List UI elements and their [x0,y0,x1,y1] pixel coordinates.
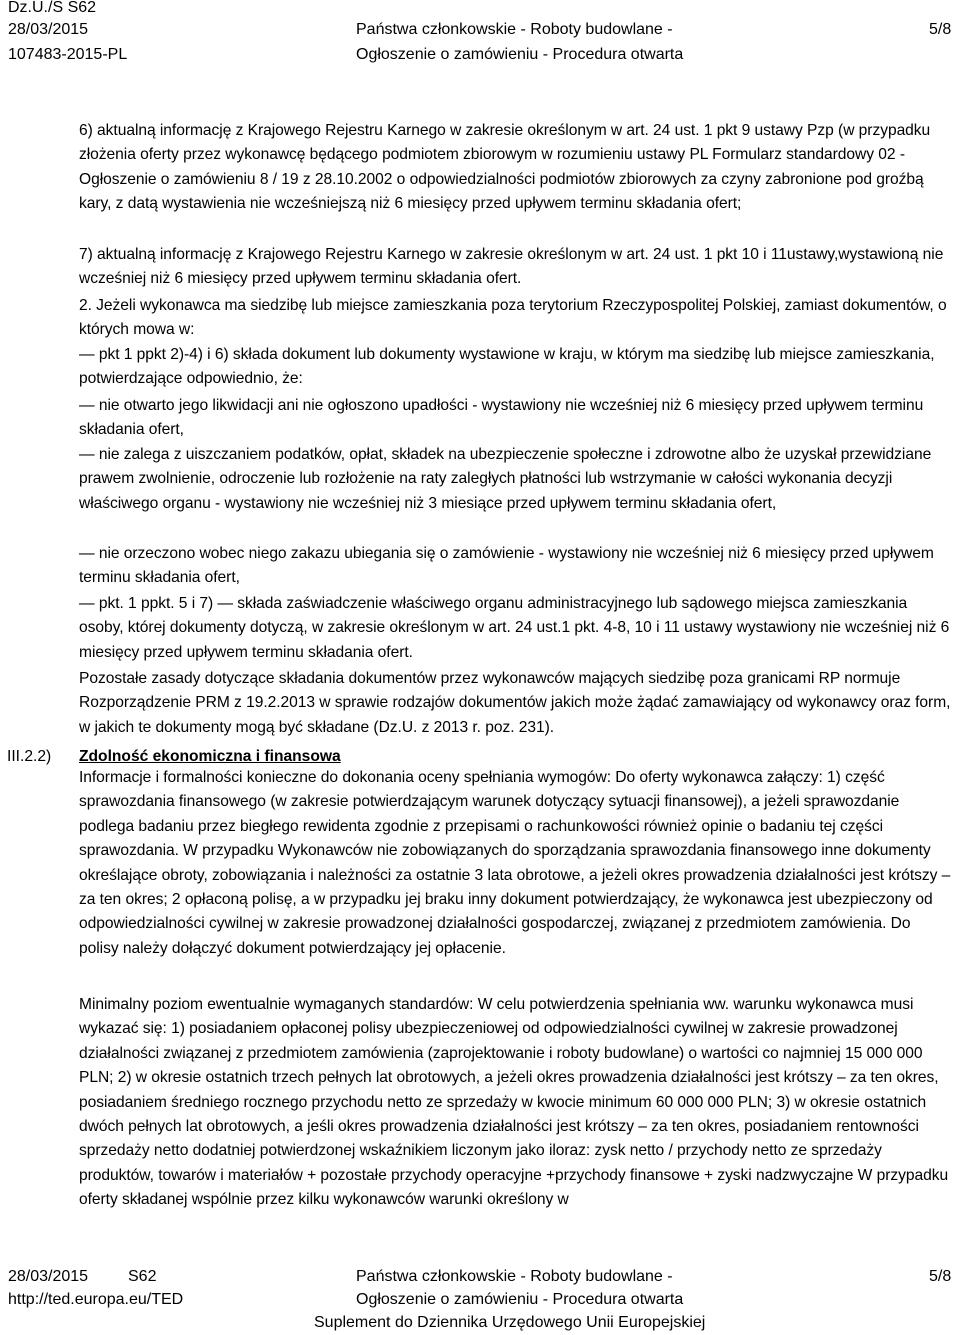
page-header [0,0,960,70]
header-date: 28/03/2015 [8,21,89,38]
paragraph-foreign-contractor: 2. Jeżeli wykonawca ma siedzibę lub miejsce zamieszkania poza terytorium Rzeczypospolitej Polskiej, zamiast dokumentów, o których mowa w: [79,297,947,339]
footer-series: S62 [128,1268,157,1285]
paragraph-financial-requirements: Informacje i formalności konieczne do dokonania oceny spełniania wymogów: Do oferty wykonawca załączy: 1) część sprawozdania finansowego (w zakresie potwierdzającym warunek dotyczący sytuacji finansowej), a jeżeli sprawozdanie podlega badaniu przez biegłego rewidenta zgodnie z przepisami o rachunkowości również opinie o badaniu tej części sprawozdania. W przypadku Wykonawców nie zobowiązanych do sporządzania sprawozdania finansowego inne dokumenty określające obroty, zobowiązania i należności za ostatnie 3 lata obrotowe, a jeżeli okres prowadzenia działalności jest krótszy – za ten okres; 2 opłaconą polisę, a w przypadku jej braku inny dokument potwierdzający, że wykonawca jest ubezpieczony od odpowiedzialności cywilnej w zakresie prowadzonej działalności gospodarczej, związanej z przedmiotem zamówienia. Do polisy należy dołączyć dokument potwierdzający jej opłacenie. [79,769,951,957]
header-doc-ref: Dz.U./S S62 [8,0,97,16]
header-notice-number: 107483-2015-PL [8,46,128,63]
paragraph-dash-liquidation: — nie otwarto jego likwidacji ani nie ogłoszono upadłości - wystawiony nie wcześniej niż 6 miesięcy przed upływem terminu składania ofert, [79,397,924,439]
footer-page-number: 5/8 [929,1268,952,1285]
header-page-number: 5/8 [929,21,952,38]
page-footer [0,1265,960,1334]
header-title-line2: Ogłoszenie o zamówieniu - Procedura otwarta [356,46,684,63]
paragraph-krk-item-6: 6) aktualną informację z Krajowego Rejestru Karnego w zakresie określonym w art. 24 ust. 1 pkt 9 ustawy Pzp (w przypadku złożenia oferty przez wykonawcę będącego podmiotem zbiorowym w rozumieniu ustawy PL Formularz standardowy 02 - Ogłoszenie o zamówieniu 8 / 19 z 28.10.2002 o odpowiedzialności podmiotów zbiorowych za czyny zabronione pod groźbą kary, z datą wystawienia nie wcześniejszą niż 6 miesięcy przed upływem terminu składania ofert; [79,122,931,213]
paragraph-dash-taxes: — nie zalega z uiszczaniem podatków, opłat, składek na ubezpieczenie społeczne i zdrowotne albo że uzyskał przewidziane prawem zwolnienie, odroczenie lub rozłożenie na raty zaległych płatności lub wstrzymanie w całości wykonania decyzji właściwego organu - wystawiony nie wcześniej niż 3 miesiące przed upływem terminu składania ofert, [79,446,932,512]
footer-title-line2: Ogłoszenie o zamówieniu - Procedura otwarta [356,1291,684,1308]
paragraph-krk-item-7: 7) aktualną informację z Krajowego Rejestru Karnego w zakresie określonym w art. 24 ust. 1 pkt 10 i 11ustawy,wystawioną nie wcześniej niż 6 miesięcy przed upływem terminu składania ofert. [79,246,944,288]
footer-title-line3: Suplement do Dziennika Urzędowego Unii Europejskiej [314,1314,706,1331]
footer-url-link[interactable]: http://ted.europa.eu/TED [8,1291,184,1308]
section-title: Zdolność ekonomiczna i finansowa [79,748,341,765]
footer-title-line1: Państwa członkowskie - Roboty budowlane - [356,1268,673,1285]
footer-date: 28/03/2015 [8,1268,89,1285]
paragraph-dash-ban: — nie orzeczono wobec niego zakazu ubiegania się o zamówienie - wystawiony nie wcześniej niż 6 miesięcy przed upływem terminu składania ofert, [79,545,934,587]
paragraph-minimum-standards: Minimalny poziom ewentualnie wymaganych standardów: W celu potwierdzenia spełniania ww. warunku wykonawca musi wykazać się: 1) posiadaniem opłaconej polisy ubezpieczeniowej od odpowiedzialności cywilnej w zakresie prowadzonej działalności związanej z przedmiotem zamówienia (zaprojektowanie i roboty budowlane) o wartości co najmniej 15 000 000 PLN; 2) w okresie ostatnich trzech pełnych lat obrotowych, a jeżeli okres prowadzenia działalności jest krótszy – za ten okres, posiadaniem średniego rocznego przychodu netto ze sprzedaży w kwocie minimum 60 000 000 PLN; 3) w okresie ostatnich dwóch pełnych lat obrotowych, a jeśli okres prowadzenia działalności jest krótszy – za ten okres, posiadaniem rentowności sprzedaży netto dodatniej potwierdzonej wskaźnikiem liczonym jako iloraz: zysk netto / przychody netto ze sprzedaży produktów, towarów i materiałów + pozostałe przychody operacyjne +przychody finansowe + zyski nadzwyczajne W przypadku oferty składanej wspólnie przez kilku wykonawców warunki określony w [79,996,949,1209]
paragraph-dash-documents: — pkt 1 ppkt 2)-4) i 6) składa dokument lub dokumenty wystawione w kraju, w którym ma siedzibę lub miejsce zamieszkania, potwierdzające odpowiednio, że: [79,346,935,388]
section-number: III.2.2) [7,748,52,765]
paragraph-other-rules: Pozostałe zasady dotyczące składania dokumentów przez wykonawców mających siedzibę poza granicami RP normuje Rozporządzenie PRM z 19.2.2013 w sprawie rodzajów dokumentów jakich może żądać zamawiający od wykonawcy oraz form, w jakich te dokumenty mogą być składane (Dz.U. z 2013 r. poz. 231). [79,670,951,736]
header-title-line1: Państwa członkowskie - Roboty budowlane - [356,21,673,38]
paragraph-dash-certificate: — pkt. 1 ppkt. 5 i 7) — składa zaświadczenie właściwego organu administracyjnego lub sądowego miejsca zamieszkania osoby, której dokumenty dotyczą, w zakresie określonym w art. 24 ust.1 pkt. 4-8, 10 i 11 ustawy wystawiony nie wcześniej niż 6 miesięcy przed upływem terminu składania ofert. [79,595,950,661]
